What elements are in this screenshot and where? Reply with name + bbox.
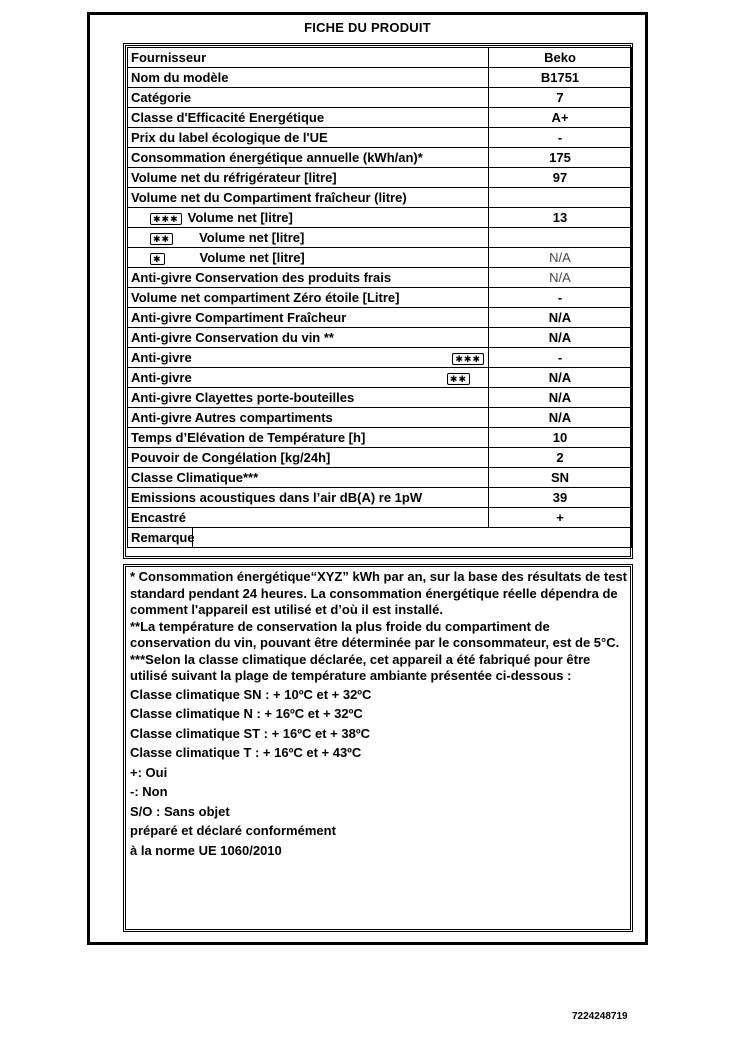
row-label: Anti-givre Conservation du vin ** [128,328,489,348]
table-row [128,308,632,328]
row-label: Classe Climatique*** [128,468,489,488]
table-row [128,88,632,108]
note-line: préparé et déclaré conformément [130,823,336,838]
table-row [128,248,632,268]
note-line: S/O : Sans objet [130,803,230,819]
table-row [128,288,632,308]
row-value: + [489,508,632,528]
row-value [489,188,632,208]
two-star-icon: ✱✱ [150,233,173,245]
row-label: Prix du label écologique de l'UE [128,128,489,148]
note-line: à la norme UE 1060/2010 [130,842,282,858]
row-value: N/A [489,328,632,348]
row-value: N/A [489,268,632,288]
row-label: Anti-givre Clayettes porte-bouteilles [128,388,489,408]
note-wine: **La température de conservation la plus froide du compartiment de conservation du vin, pouvant être déterminée par le consommateur, est de 5°C. [130,618,620,650]
row-value: 10 [489,428,632,448]
note-line: Classe climatique N : + 16ºC et + 32ºC [130,706,363,721]
notes [130,569,630,860]
document-number: 7224248719 [572,1011,628,1022]
table-row [128,428,632,448]
row-label: Volume net du réfrigérateur [litre] [128,168,489,188]
table-row [128,368,632,388]
row-label-cell [128,348,489,368]
row-value: A+ [489,108,632,128]
table-row [128,388,632,408]
table-row [128,408,632,428]
one-star-icon: ✱ [150,253,165,265]
row-label: Classe d'Efficacité Energétique [128,108,489,128]
row-label: Volume net compartiment Zéro étoile [Litre] [128,288,489,308]
row-value: 13 [489,208,632,228]
table-row [128,108,632,128]
table-row [128,528,632,548]
table-row [128,448,632,468]
row-value: - [489,128,632,148]
table-row [128,208,632,228]
row-value: - [489,288,632,308]
table-row [128,228,632,248]
row-label: Emissions acoustiques dans l’air dB(A) re 1pW [128,488,489,508]
table-row [128,508,632,528]
product-sheet [87,12,648,945]
row-value: N/A [489,408,632,428]
row-label-cell [128,208,489,228]
table-row [128,168,632,188]
row-label: Anti-givre Compartiment Fraîcheur [128,308,489,328]
row-value: 2 [489,448,632,468]
table-row [128,468,632,488]
table-row [128,148,632,168]
row-value [489,228,632,248]
row-label: Temps d’Elévation de Température [h] [128,428,489,448]
note-line: Classe climatique ST : + 16ºC et + 38ºC [130,725,370,741]
row-value: N/A [489,248,632,268]
row-value: 97 [489,168,632,188]
row-label: Anti-givre Autres compartiments [128,408,489,428]
row-label: Nom du modèle [128,68,489,88]
row-value: 39 [489,488,632,508]
row-label: Encastré [128,508,489,528]
row-label-cell [128,368,489,388]
spec-table [127,47,632,548]
row-label: Pouvoir de Congélation [kg/24h] [128,448,489,468]
table-row [128,328,632,348]
row-value: B1751 [489,68,632,88]
row-label: Volume net du Compartiment fraîcheur (litre) [128,188,489,208]
page-title: FICHE DU PRODUIT [304,20,431,35]
table-row [128,48,632,68]
row-label: Catégorie [128,88,489,108]
row-label-cell [128,248,489,268]
note-climate: ***Selon la classe climatique déclarée, cet appareil a été fabriqué pour être utilisé suivant la plage de température ambiante présentée ci-dessous : [130,651,591,683]
remark-cell [128,528,632,548]
note-line: Classe climatique SN : + 10ºC et + 32ºC [130,686,372,702]
row-label: Volume net [litre] [199,230,305,245]
note-line: +: Oui [130,764,168,780]
row-value: N/A [489,368,632,388]
row-label: Volume net [litre] [187,210,293,225]
row-label: Consommation énergétique annuelle (kWh/an)* [128,148,489,168]
table-row [128,348,632,368]
table-row [128,128,632,148]
row-label: Anti-givre [131,370,192,385]
note-energy: * Consommation énergétique“XYZ” kWh par an, sur la base des résultats de test standard pendant 24 heures. La consommation énergétique réelle dépendra de comment l'appareil est utilisé et d’où il est installé. [130,569,628,617]
notes-box [123,564,633,932]
table-row [128,488,632,508]
remark-divider [192,528,193,547]
note-line: Classe climatique T : + 16ºC et + 43ºC [130,745,362,760]
three-plus-star-icon: ✱✱✱ [150,213,182,225]
spec-table-box [123,43,633,559]
row-value: SN [489,468,632,488]
table-row [128,268,632,288]
table-row [128,188,632,208]
two-star-icon: ✱✱ [447,373,470,385]
row-value: N/A [489,308,632,328]
row-label-cell [128,228,489,248]
row-value: N/A [489,388,632,408]
row-label: Anti-givre Conservation des produits frais [128,268,489,288]
row-label: Volume net [litre] [199,250,305,265]
row-value: 7 [489,88,632,108]
row-label: Remarque [131,530,195,545]
row-value: Beko [489,48,632,68]
table-row [128,68,632,88]
row-value: 175 [489,148,632,168]
row-value: - [489,348,632,368]
row-label: Fournisseur [128,48,489,68]
note-line: -: Non [130,784,168,799]
row-label: Anti-givre [131,350,192,365]
three-plus-star-icon: ✱✱✱ [452,353,484,365]
